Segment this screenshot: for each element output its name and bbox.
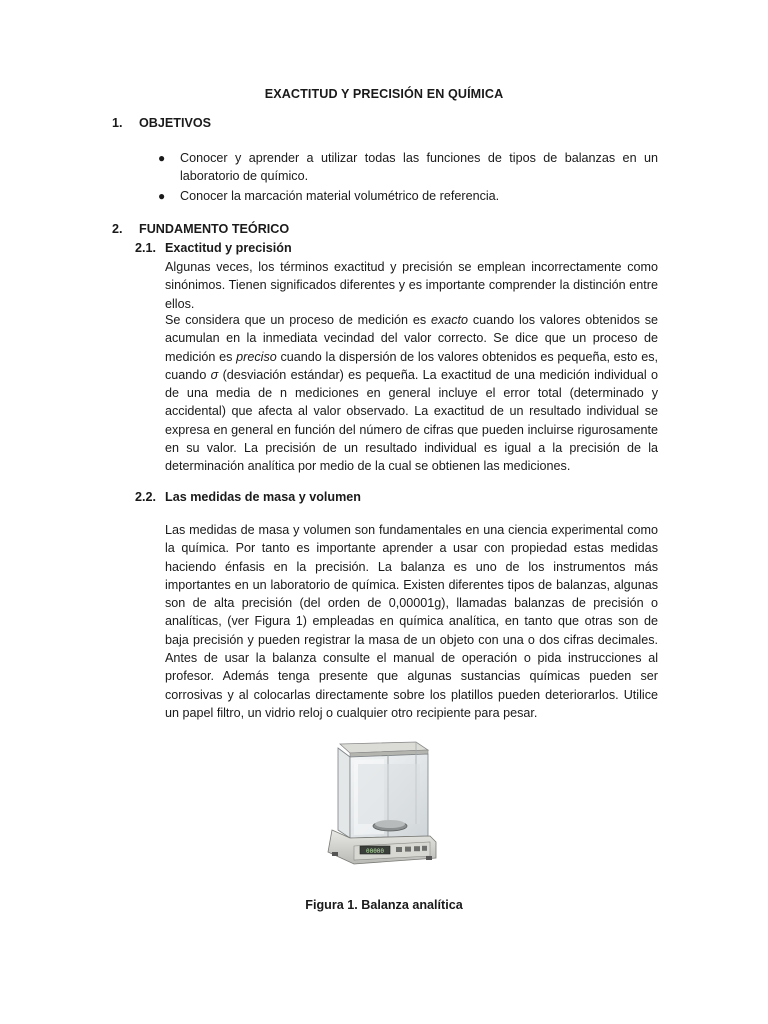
subsection-number: 2.1. (135, 241, 157, 255)
subsection-number: 2.2. (135, 490, 157, 504)
list-item (158, 149, 658, 186)
subsection-heading-exactitud (135, 239, 292, 257)
paragraph-exactitud-1: Algunas veces, los términos exactitud y precisión se emplean incorrectamente como sinónimos. Tienen significados diferentes y es importante comprender la distinción entre ellos. (165, 260, 658, 311)
term-preciso: preciso (236, 349, 277, 364)
analytical-balance-figure (318, 738, 444, 870)
bullet-icon: ● (158, 151, 166, 165)
document-title: EXACTITUD Y PRECISIÓN EN QUÍMICA (264, 87, 504, 101)
subsection-title: Las medidas de masa y volumen (165, 490, 361, 504)
section-heading-fundamento (112, 220, 289, 238)
list-item-text: Conocer la marcación material volumétrico de referencia. (180, 188, 500, 203)
sigma-symbol: σ (210, 367, 219, 382)
paragraph-medidas: Las medidas de masa y volumen son fundamentales en una ciencia experimental como la química. Por tanto es importante aprender a usar con propiedad estas medidas haciendo énfasis en la precisión. La balanza es uno de los instrumentos más importantes en un laboratorio de química. Existen diferentes tipos de balanzas, algunas son de alta precisión (del orden de 0,00001g), llamadas balanzas de precisión o analíticas, (ver Figura 1) empleadas en química analítica, en tanto que otras son de baja precisión y pueden registrar la masa de un objeto con una o dos cifras decimales. Antes de usar la balanza consulte el manual de operación o pida instrucciones al profesor. Además tenga presente que algunas sustancias químicas pueden ser corrosivas y al colocarlas directamente sobre los platillos pueden deteriorarlos. Utilice un papel filtro, un vidrio reloj o cualquier otro recipiente para pesar. (165, 523, 658, 720)
subsection-heading-medidas (135, 488, 361, 506)
text-run: cuando la dispersión de los valores obtenidos es pequeña, esto es, cuando (165, 349, 659, 382)
objectives-list (158, 149, 658, 206)
term-exacto: exacto (430, 313, 469, 327)
section-number: 2. (112, 222, 123, 236)
bullet-icon: ● (158, 188, 166, 203)
subsection-title: Exactitud y precisión (165, 241, 292, 255)
section-title: FUNDAMENTO TEÓRICO (139, 222, 290, 236)
analytical-balance-icon (318, 738, 444, 870)
section-title: OBJETIVOS (139, 116, 212, 130)
text-run: cuando los valores obtenidos se acumulan en la inmediata vecindad del valor correcto. Se dice que un proceso de medición es (165, 313, 658, 364)
balance-display-text: 00000 (365, 847, 385, 855)
text-run: Se considera que un proceso de medición es (165, 313, 431, 327)
figure-caption: Figura 1. Balanza analítica (305, 898, 463, 912)
paragraph-exactitud-2 (165, 311, 658, 476)
list-item-text: Conocer y aprender a utilizar todas las funciones de tipos de balanzas en un laboratorio de químico. (180, 151, 658, 184)
section-number: 1. (112, 116, 123, 130)
list-item (158, 187, 658, 205)
section-heading-objetivos (112, 114, 211, 132)
text-run: (desviación estándar) es pequeña. La exactitud de una medición individual o de una media de n mediciones en general incluye el error total (determinado y accidental) que afecta al valor observado. La exactitud de un resultado individual se expresa en general en función del número de cifras que pueden incluirse rigurosamente en su valor. La precisión de un resultado individual es igual a la precisión de la determinación analítica por medio de la cual se obtienen las mediciones. (165, 367, 658, 474)
